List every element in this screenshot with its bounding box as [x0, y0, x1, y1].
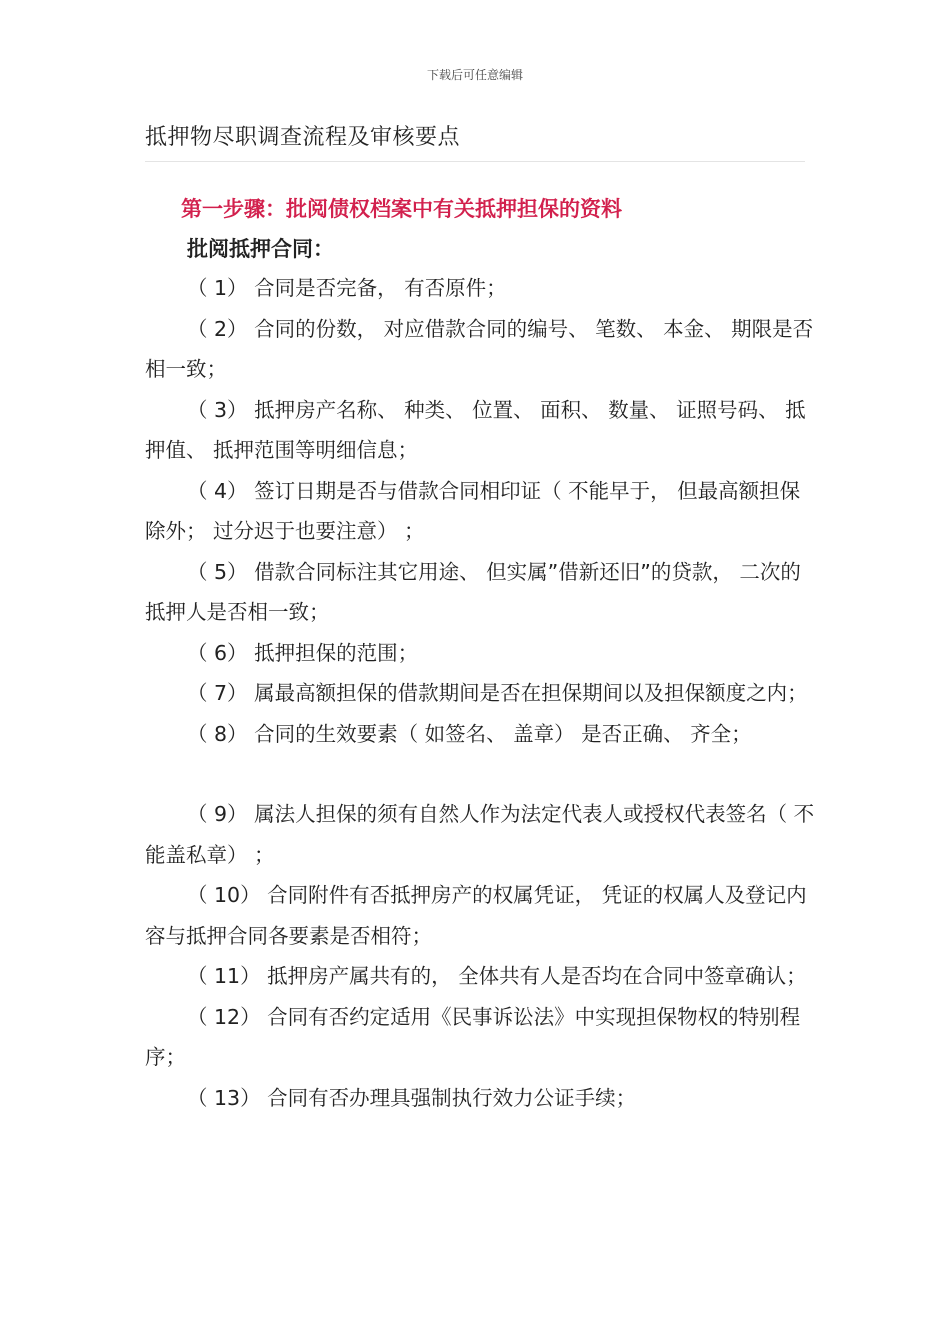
- checklist-item-12: （ 12） 合同有否约定适用《民事诉讼法》中实现担保物权的特别程序；: [145, 1004, 801, 1069]
- checklist-item-5: （ 5） 借款合同标注其它用途、 但实属”借新还旧”的贷款， 二次的抵押人是否相一致；: [145, 559, 801, 624]
- checklist-item-2: （ 2） 合同的份数， 对应借款合同的编号、 笔数、 本金、 期限是否相一致；: [145, 316, 814, 381]
- title-divider: [145, 161, 805, 162]
- checklist-item-11: （ 11） 抵押房产属共有的， 全体共有人是否均在合同中签章确认；: [187, 964, 807, 988]
- checklist-item-7: （ 7） 属最高额担保的借款期间是否在担保期间以及担保额度之内；: [187, 681, 808, 705]
- checklist-item-8: （ 8） 合同的生效要素（ 如签名、 盖章） 是否正确、 齐全；: [187, 721, 752, 746]
- checklist-item-13: （ 13） 合同有否办理具强制执行效力公证手续；: [187, 1085, 637, 1110]
- step-heading: 第一步骤：批阅债权档案中有关抵押担保的资料: [181, 197, 622, 221]
- section-subheading: 批阅抵押合同：: [187, 237, 334, 261]
- document-title: 抵押物尽职调查流程及审核要点: [145, 125, 461, 150]
- checklist-item-10: （ 10） 合同附件有否抵押房产的权属凭证， 凭证的权属人及登记内容与抵押合同各要素是否相符；: [145, 883, 807, 948]
- page-watermark: 下载后可任意编辑: [426, 68, 523, 82]
- checklist-item-9: （ 9） 属法人担保的须有自然人作为法定代表人或授权代表签名（ 不能盖私章） ；: [145, 802, 815, 867]
- checklist-item-1: （ 1） 合同是否完备， 有否原件；: [187, 276, 507, 300]
- checklist-item-6: （ 6） 抵押担保的范围；: [187, 640, 419, 665]
- checklist: [145, 268, 820, 1118]
- checklist-item-3: （ 3） 抵押房产名称、 种类、 位置、 面积、 数量、 证照号码、 抵押值、 抵押范围等明细信息；: [145, 397, 806, 462]
- checklist-item-4: （ 4） 签订日期是否与借款合同相印证（ 不能早于， 但最高额担保除外； 过分迟于也要注意） ；: [145, 478, 801, 543]
